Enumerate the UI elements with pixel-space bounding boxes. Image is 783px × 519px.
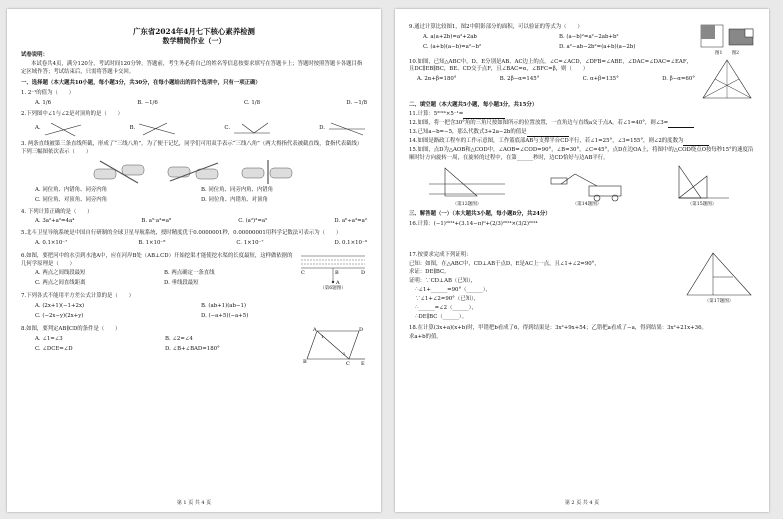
option: B. a⁵·a³=a⁸ <box>141 218 172 225</box>
option: D. −1/8 <box>346 99 367 106</box>
question-14: 14.如图是路政工程车的工作示意图，工作篮底部AB与支撑平台CD平行，若∠1=25°，∠3=155°，则∠2的度数为 <box>409 138 755 146</box>
option: B. −1/6 <box>137 99 158 106</box>
option: A. 3a²+a²=4a⁴ <box>35 218 75 225</box>
figure-12 <box>427 164 507 209</box>
option: D. β−α=60° <box>662 76 695 83</box>
notes-heading: 试卷说明： <box>21 52 48 59</box>
option: D. <box>319 121 367 137</box>
figure-label: B <box>335 269 339 276</box>
option: B. (a−b)²=a²−2ab+b² <box>559 33 619 40</box>
hands-figures <box>21 159 367 185</box>
option: C. (−2x−y)(2x+y) <box>35 313 84 320</box>
question-3-options <box>21 187 367 205</box>
angle-figure <box>327 121 367 137</box>
parallelogram-figure <box>301 325 367 365</box>
option: C. (a+b)(a−b)=a²−b² <box>423 43 482 50</box>
option: C. (a²)³=a⁵ <box>238 218 268 225</box>
question-7-options <box>21 303 367 321</box>
question-7: 7.下列各式不能用平方差公式计算的是（ ） <box>21 293 134 300</box>
option: C. 1/8 <box>244 99 261 106</box>
triangle-figure <box>699 58 755 100</box>
question-1: 1. 2⁻¹的值为（ ） <box>21 89 75 96</box>
page-footer: 第 1 页 共 4 页 <box>176 500 212 506</box>
option: A. <box>35 121 83 137</box>
section-2-heading: 二、填空题（本大题共5小题，每小题3分，共15分） <box>409 101 538 108</box>
area-figures <box>699 23 755 51</box>
hands-figure <box>164 159 224 185</box>
option: C. 同位角、对顶角、同旁内角 <box>35 196 108 203</box>
option: A. 2α+β=180° <box>417 76 457 83</box>
option: A. 1/6 <box>35 99 51 106</box>
option: C. α+β=135° <box>582 76 619 83</box>
option: C. ∠DCE=∠D <box>35 345 73 352</box>
rotation-figure <box>667 164 737 202</box>
hands-figure <box>238 159 298 185</box>
question-16: 16.计算：(−1)²⁰²⁴+(3.14−π)⁰+(2/3)²⁰²⁴×(3/2)²⁰²⁴ <box>409 220 538 227</box>
answer-blank[interactable] <box>668 122 694 128</box>
figure-label: C <box>301 269 305 276</box>
question-10-options <box>409 76 695 84</box>
option: D. a⁶÷a³=a² <box>334 218 367 225</box>
figure-caption: （第6题图） <box>320 285 346 291</box>
figures-row <box>409 164 755 209</box>
option: B. 两点确定一条直线 <box>164 270 215 277</box>
question-12: 12.如图，将一把含30°角的三角尺按如图所示的位置放置，一直角边与直线a交于点A，若∠1=40°，则∠3= <box>409 120 755 128</box>
exam-title: 广东省2024年4月七下核心素养检测 <box>133 27 255 36</box>
exam-subtitle: 数学精简作业（一） <box>162 36 226 46</box>
triangle-proof-figure <box>683 251 755 299</box>
angle-figure <box>43 121 83 137</box>
proof-step[interactable]: ∴DE∥BC（______）。 <box>415 313 468 320</box>
question-9: 9.通过计算比较图1，图2中阴影部分的面积，可以验证的等式为（ ） <box>409 24 583 30</box>
question-1-options <box>21 100 367 108</box>
question-11: 11.计算：5²⁰²⁴×5⁻¹= <box>409 111 755 119</box>
question-5-options <box>21 240 367 248</box>
option: D. 0.1×10⁻⁹ <box>334 239 367 246</box>
answer-blank[interactable] <box>683 140 709 146</box>
figure-caption: 图1 图2 <box>714 51 740 56</box>
section-3-heading: 三、解答题（一）（本大题共3小题，每小题8分，共24分） <box>409 211 551 218</box>
option: A. (2x+1)(−1+2x) <box>35 303 85 310</box>
question-6-block <box>21 252 367 293</box>
question-2-options <box>21 121 367 137</box>
option: C. <box>224 121 272 137</box>
option: D. 同位角、内错角、对顶角 <box>201 196 268 203</box>
figure-label: 2 <box>343 350 346 356</box>
exam-page-1 <box>7 9 381 512</box>
figure-label: A <box>313 326 317 333</box>
question-17-prove: 求证：DE∥BC。 <box>409 269 450 276</box>
figure-label: A <box>336 279 340 286</box>
option: B. 1×10⁻⁸ <box>138 239 166 246</box>
option: D. ∠B+∠BAD=180° <box>165 345 220 352</box>
question-10-block <box>409 58 755 100</box>
hands-figure <box>90 159 150 185</box>
river-figure <box>299 252 367 286</box>
question-8: 8.如图，要判定AB∥CD的条件是（ ） <box>21 325 121 332</box>
option: B. (ab+1)(ab−1) <box>201 303 247 310</box>
question-18-ask: 求a+b的值。 <box>409 334 442 341</box>
page-footer: 第 2 页 共 4 页 <box>564 500 600 506</box>
question-8-options <box>21 336 295 354</box>
figure-caption: （第12题图） <box>452 202 482 208</box>
question-8-block <box>21 325 367 365</box>
question-17-given: 已知：如图，在△ABC中，CD⊥AB于点D，E是AC上一点，且∠1+∠2=90°， <box>409 260 600 267</box>
option: C. 1×10⁻⁷ <box>236 239 264 246</box>
question-3: 3. 两条直线被第三条直线所截，形成了“三线八角”，为了便于记忆，同学们可用双手表示“三线八角”（两大拇指代表被截直线，食指代表截线）下列三幅图依次表示（ ） <box>21 141 363 156</box>
question-2: 2.下列图中∠1与∠2是对顶角的是（ ） <box>21 111 123 118</box>
option: D. (−a+5)(−a+5) <box>201 313 249 320</box>
question-13: 13.已知a−b=−5，那么代数式3+2a−2b的值是 <box>409 129 755 137</box>
question-17-block <box>409 251 755 322</box>
figure-label: 1 <box>321 333 324 339</box>
figure-caption: （第17题图） <box>704 298 734 304</box>
answer-space[interactable] <box>409 229 755 251</box>
question-9-options <box>409 34 695 52</box>
angle-figure <box>232 121 272 137</box>
question-9-block <box>409 23 755 58</box>
option: B. ∠2=∠4 <box>165 335 193 342</box>
question-17-proof-head: 证明：∵CD⊥AB（已知）， <box>409 278 477 285</box>
exam-page-2 <box>395 9 769 512</box>
figure-caption: （第14题图） <box>572 202 602 208</box>
option: A. 同位角、内错角、同旁内角 <box>35 186 108 193</box>
option: B. 同位角、同旁内角、内错角 <box>201 186 274 193</box>
proof-step[interactable]: ∴______=∠2（______）， <box>415 304 477 311</box>
option: D. 垂线段最短 <box>164 280 199 287</box>
option: A. 0.1×10⁻⁷ <box>35 239 68 246</box>
option: D. a²−ab−2b²=(a+b)(a−2b) <box>559 43 636 50</box>
section-1-heading: 一、选择题（本大题共10小题，每小题3分，共30分，在每小题给出的四个选项中，只有一项正确） <box>21 79 261 86</box>
proof-step: ∵∠1+∠2=90°（已知）， <box>415 295 480 302</box>
question-15: 15.如图，点D为△AOB和△COD中，∠AOB=∠COD=90°，∠B=30°，∠C=45°，点D在边OA上，将图中的△COD绕点O按每秒15°的速度沿顺时针方向旋转一周，在旋转的过程中，在第______秒时，边CD恰好与边AB平行。 <box>409 146 754 161</box>
question-4-options <box>21 218 367 226</box>
question-18: 18.在计算(3x+a)(x+b)时，甲错把b看成了6，得到结果是：3x²+9x+54；乙错把a看成了−a，得到结果：3x²+21x+36。 <box>409 325 707 332</box>
ruler-triangle-figure <box>427 164 507 202</box>
figure-15 <box>667 164 737 209</box>
figure-label: B <box>303 358 307 365</box>
figure-label: C <box>346 360 350 365</box>
option: B. 2β−α=145° <box>499 76 540 83</box>
question-5: 5.北斗卫星导航系统是中国自行研制的全球卫星导航系统，授时精度优于0.0000001秒，0.00000001用科学记数法可表示为（ ） <box>21 230 342 237</box>
figure-label: E <box>361 360 365 365</box>
question-10: 10.如图，已知△ABC中，D、E分别是AB、AC边上的点，∠C=∠ACD，∠DFB=∠ABE，∠DAC=∠DAC=∠EAF，且DC∥EB∥BC，BE、CD交于点F，且∠BAC=α，∠BFC=β，则（ ） <box>409 58 692 73</box>
angle-figure <box>137 121 177 137</box>
figure-caption: （第15题图） <box>687 202 717 208</box>
option: A. a(a+2b)=a²+2ab <box>423 33 477 40</box>
figure-14 <box>547 164 627 209</box>
proof-step[interactable]: ∴∠1+______=90°（______）， <box>415 287 491 294</box>
truck-figure <box>547 164 627 202</box>
option: B. <box>130 121 178 137</box>
answer-blank[interactable] <box>527 131 569 137</box>
question-6: 6.如图，要把河中的水引到水池A中，应在河岸B处（AB⊥CD）开始挖渠才能使挖水渠的长度最短，这样做依据的几何学原理是（ ） <box>21 252 293 267</box>
answer-blank[interactable] <box>463 113 505 119</box>
figure-label: D <box>359 326 364 333</box>
question-6-options <box>21 270 293 288</box>
option: A. 两点之间线段最短 <box>35 270 86 277</box>
option: C. 两点之间直线距离 <box>35 280 86 287</box>
option: A. ∠1=∠3 <box>35 335 63 342</box>
notes-text: 本试卷共4页，满分120分，考试时间120分钟。答题前，考生务必将自己的姓名等信息按要求填写在答题卡上；答题时按照答题卡各题目指定区域作答；考试结束后，只需将答题卡交回。 <box>21 61 363 76</box>
question-17: 17.按要求完成下列证明： <box>409 251 472 258</box>
question-4: 4. 下列计算正确的是（ ） <box>21 208 93 215</box>
figure-label: D <box>361 269 366 276</box>
